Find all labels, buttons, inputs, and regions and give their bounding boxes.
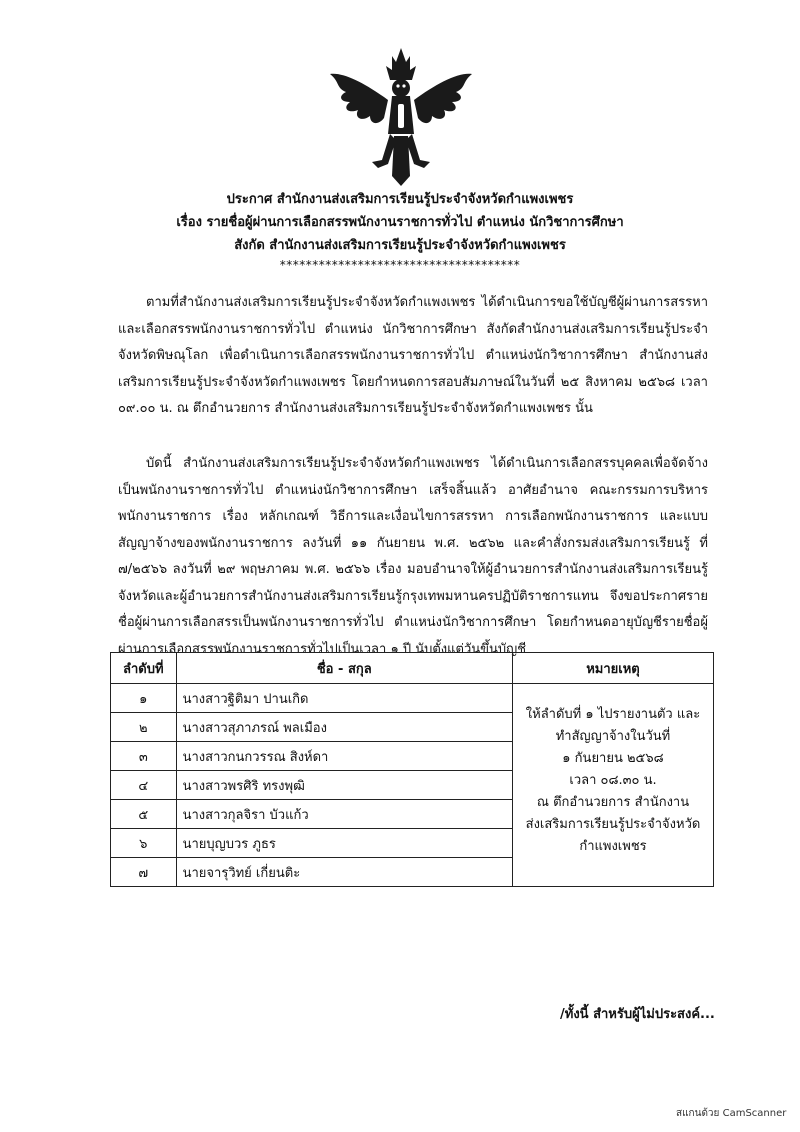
- row-number: ๓: [111, 742, 177, 771]
- row-number: ๑: [111, 684, 177, 713]
- paragraph-1-text: ตามที่สำนักงานส่งเสริมการเรียนรู้ประจำจังหวัดกำแพงเพชร ได้ดำเนินการขอใช้บัญชีผู้ผ่านการสรรหาและเลือกสรรพนักงานราชการทั่วไป ตำแหน่ง นักวิชาการศึกษา สังกัดสำนักงานส่งเสริมการเรียนรู้ประจำจังหวัดพิษณุโลก เพื่อดำเนินการเลือกสรรพนักงานราชการทั่วไป ตำแหน่งนักวิชาการศึกษา สำนักงานส่งเสริมการเรียนรู้ประจำจังหวัดกำแพงเพชร โดยกำหนดการสอบสัมภาษณ์ในวันที่ ๒๕ สิงหาคม ๒๕๖๘ เวลา ๐๙.๐๐ น. ณ ตึกอำนวยการ สำนักงานส่งเสริมการเรียนรู้ประจำจังหวัดกำแพงเพชร นั้น: [118, 295, 708, 416]
- announcement-title: ประกาศ สำนักงานส่งเสริมการเรียนรู้ประจำจังหวัดกำแพงเพชร: [226, 192, 574, 207]
- header-remark: หมายเหตุ: [512, 653, 713, 684]
- paragraph-1: [118, 290, 708, 423]
- row-name: นางสาวฐิติมา ปานเกิด: [176, 684, 512, 713]
- remark-line: กำแพงเพชร: [579, 839, 647, 854]
- remark-line: ทำสัญญาจ้างในวันที่: [555, 729, 671, 744]
- row-name: นายบุญบวร ภูธร: [176, 829, 512, 858]
- announcement-header: [100, 188, 700, 273]
- announcement-subject: เรื่อง รายชื่อผู้ผ่านการเลือกสรรพนักงานราชการทั่วไป ตำแหน่ง นักวิชาการศึกษา: [176, 215, 624, 230]
- remark-cell: [512, 684, 713, 887]
- table-header-row: [111, 653, 714, 684]
- remark-line: ส่งเสริมการเรียนรู้ประจำจังหวัด: [525, 817, 701, 832]
- paragraph-2-text: บัดนี้ สำนักงานส่งเสริมการเรียนรู้ประจำจังหวัดกำแพงเพชร ได้ดำเนินการเลือกสรรบุคคลเพื่อจัดจ้างเป็นพนักงานราชการทั่วไป ตำแหน่งนักวิชาการศึกษา เสร็จสิ้นแล้ว อาศัยอำนาจ คณะกรรมการบริหารพนักงานราชการ เรื่อง หลักเกณฑ์ วิธีการและเงื่อนไขการสรรหา การเลือกพนักงานราชการ และแบบสัญญาจ้างของพนักงานราชการ ลงวันที่ ๑๑ กันยายน พ.ศ. ๒๕๖๒ และคำสั่งกรมส่งเสริมการเรียนรู้ ที่ ๗/๒๕๖๖ ลงวันที่ ๒๙ พฤษภาคม พ.ศ. ๒๕๖๖ เรื่อง มอบอำนาจให้ผู้อำนวยการสำนักงานส่งเสริมการเรียนรู้จังหวัดและผู้อำนวยการสำนักงานส่งเสริมการเรียนรู้กรุงเทพมหานครปฏิบัติราชการแทน จึงขอประกาศรายชื่อผู้ผ่านการเลือกสรรเป็นพนักงานราชการทั่วไป ตำแหน่งนักวิชาการศึกษา โดยกำหนดอายุบัญชีรายชื่อผู้ผ่านการเลือกสรรพนักงานราชการทั่วไปเป็นเวลา ๑ ปี นับตั้งแต่วันขึ้นบัญชี: [118, 456, 708, 657]
- row-number: ๒: [111, 713, 177, 742]
- row-number: ๖: [111, 829, 177, 858]
- garuda-emblem-icon: [326, 44, 476, 194]
- scanner-watermark: สแกนด้วย CamScanner: [676, 1108, 787, 1119]
- separator-line: *************************************: [279, 258, 521, 272]
- paragraph-2: [118, 451, 708, 663]
- closing-note: /ทั้งนี้ สำหรับผู้ไม่ประสงค์...: [560, 1007, 715, 1022]
- row-number: ๗: [111, 858, 177, 887]
- header-name: ชื่อ - สกุล: [176, 653, 512, 684]
- candidate-table: [110, 652, 714, 887]
- row-name: นางสาวสุภาภรณ์ พลเมือง: [176, 713, 512, 742]
- remark-line: ณ ตึกอำนวยการ สำนักงาน: [536, 795, 690, 810]
- row-name: นางสาวพรศิริ ทรงพุฒิ: [176, 771, 512, 800]
- header-number: ลำดับที่: [111, 653, 177, 684]
- row-number: ๔: [111, 771, 177, 800]
- row-name: นายจารุวิทย์ เกี่ยนติะ: [176, 858, 512, 887]
- remark-line: ๑ กันยายน ๒๕๖๘: [562, 751, 664, 766]
- announcement-affiliation: สังกัด สำนักงานส่งเสริมการเรียนรู้ประจำจังหวัดกำแพงเพชร: [234, 238, 566, 253]
- row-name: นางสาวกนกวรรณ สิงห์ดา: [176, 742, 512, 771]
- remark-line: ให้ลำดับที่ ๑ ไปรายงานตัว และ: [525, 707, 701, 722]
- remark-line: เวลา ๐๘.๓๐ น.: [569, 773, 657, 788]
- row-number: ๕: [111, 800, 177, 829]
- table-row: [111, 684, 714, 713]
- row-name: นางสาวกุลจิรา บัวแก้ว: [176, 800, 512, 829]
